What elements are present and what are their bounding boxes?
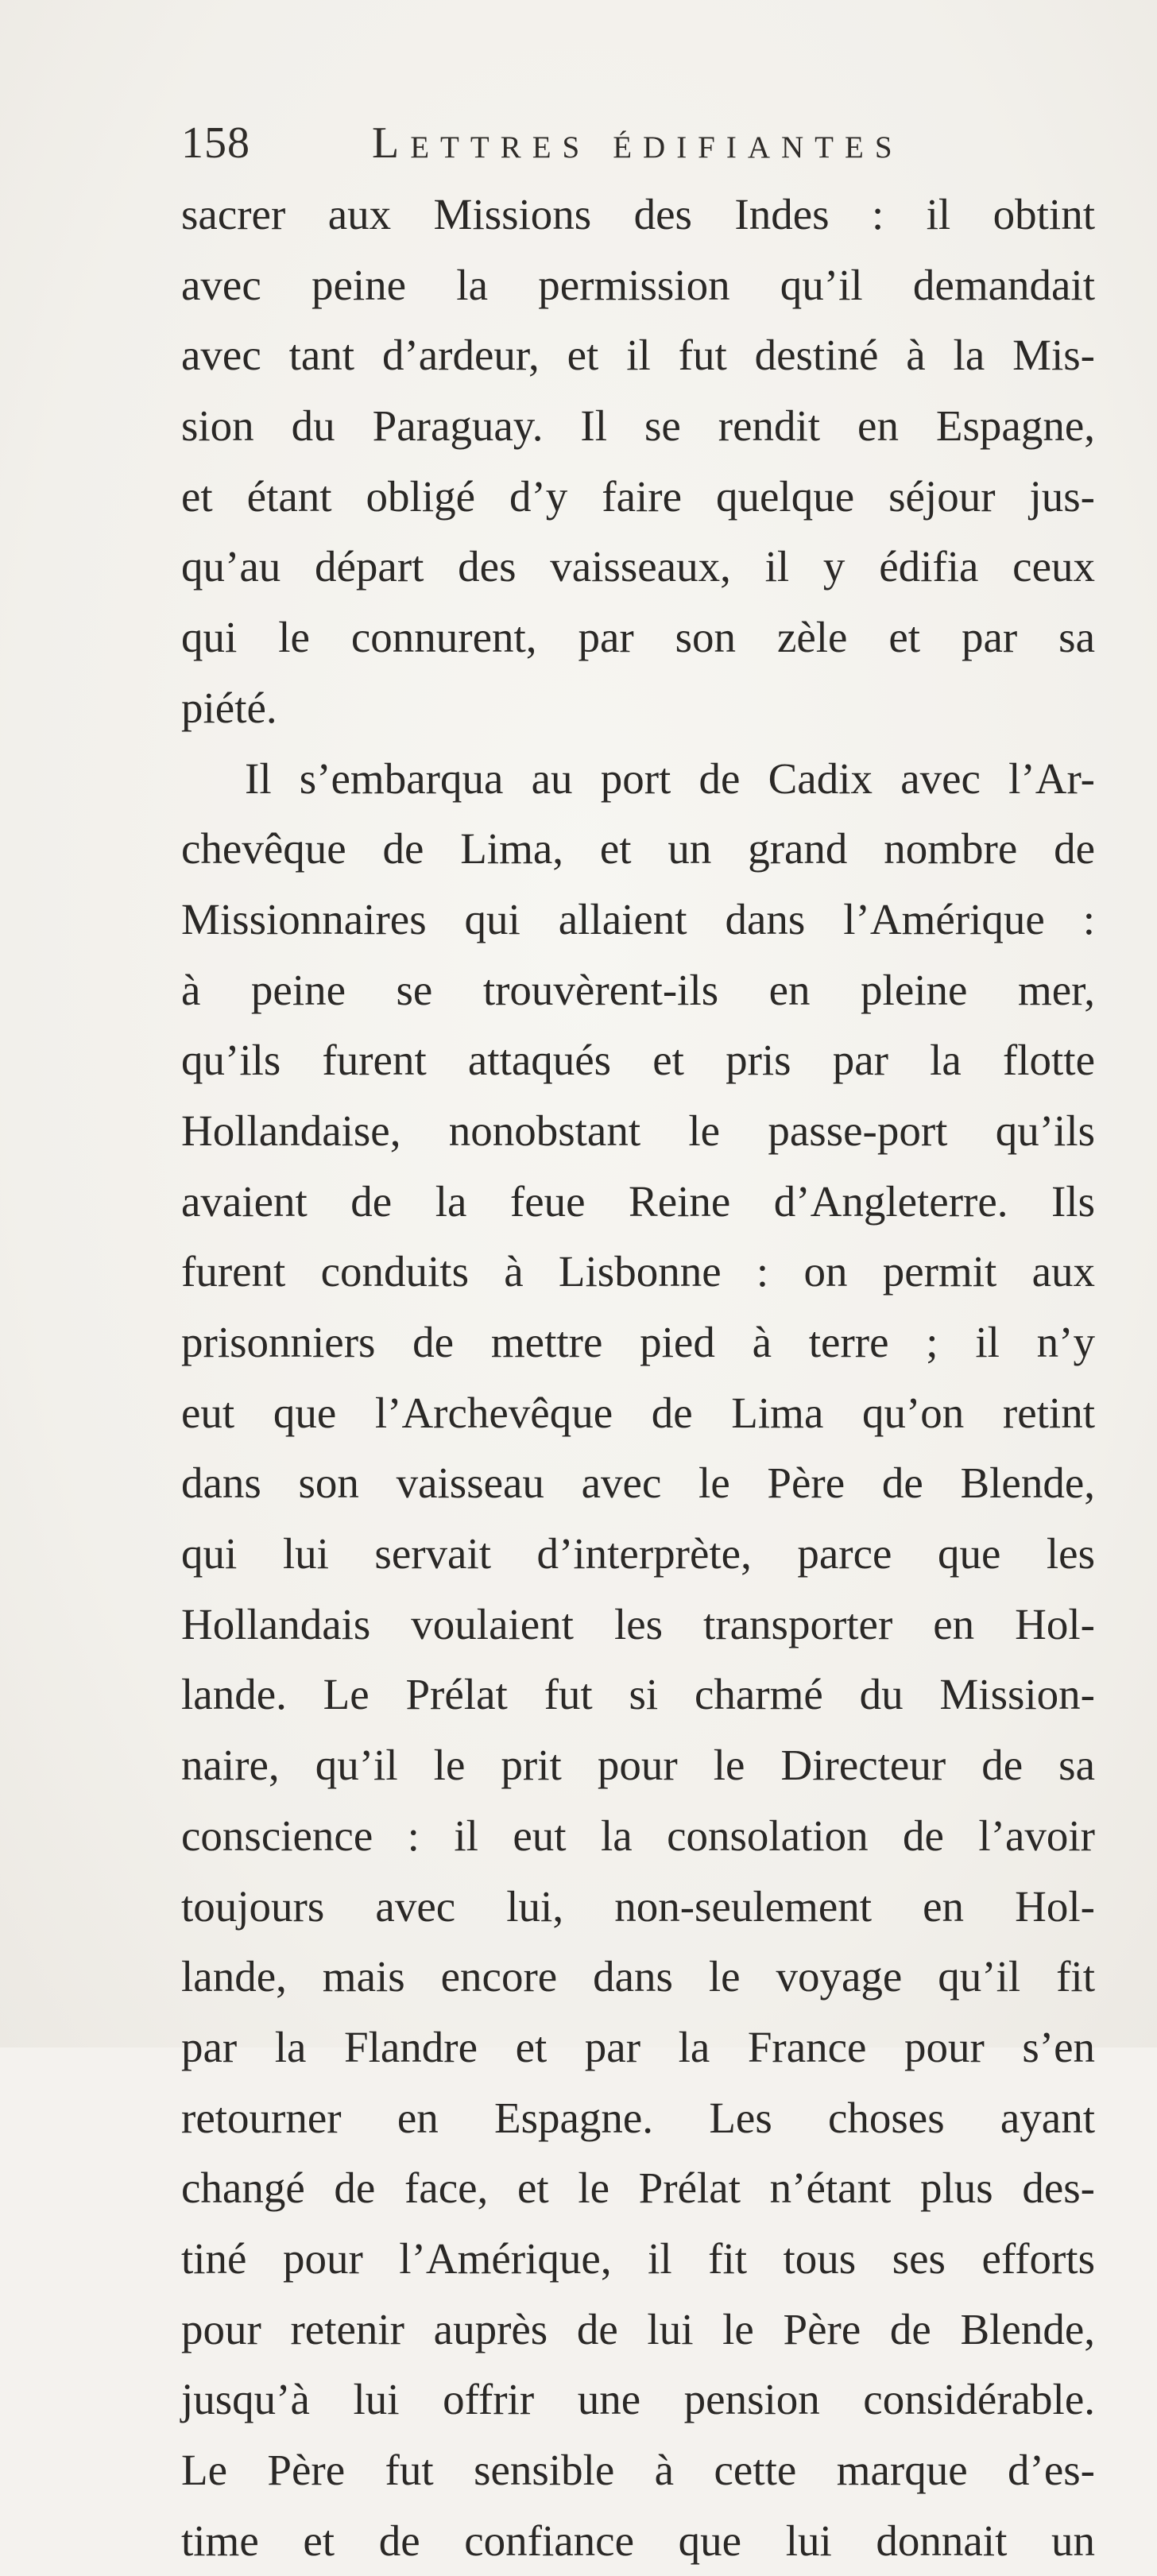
text-line: pour retenir auprès de lui le Père de Blende, xyxy=(181,2304,1095,2353)
text-line: conscience : il eut la consolation de l’avoir xyxy=(181,1811,1095,1860)
text-line: chevêque de Lima, et un grand nombre de xyxy=(181,824,1095,874)
text-line: sacrer aux Missions des Indes : il obtint xyxy=(181,190,1095,238)
text-line: et étant obligé d’y faire quelque séjour jus- xyxy=(181,471,1095,521)
text-line: Il s’embarqua au port de Cadix avec l’Ar- xyxy=(245,753,1095,803)
text-line: par la Flandre et par la France pour s’en xyxy=(181,2022,1095,2071)
text-line: qu’au départ des vaisseaux, il y édifia ceux xyxy=(181,542,1095,591)
text-line: lande. Le Prélat fut si charmé du Mission- xyxy=(181,1670,1095,1719)
text-line: toujours avec lui, non-seulement en Hol- xyxy=(181,1881,1095,1931)
text-line: Missionnaires qui allaient dans l’Amérique : xyxy=(181,894,1095,943)
running-title: Lettres édifiantes xyxy=(372,118,904,168)
text-line: piété. xyxy=(181,683,277,732)
text-line: lande, mais encore dans le voyage qu’il fit xyxy=(181,1952,1095,2001)
text-line: eut que l’Archevêque de Lima qu’on retint xyxy=(181,1388,1095,1437)
text-line: avaient de la feue Reine d’Angleterre. Ils xyxy=(181,1176,1095,1226)
text-line: time et de confiance que lui donnait un xyxy=(181,2516,1095,2565)
text-line: jusqu’à lui offrir une pension considérable. xyxy=(181,2375,1095,2424)
text-line: sion du Paraguay. Il se rendit en Espagne, xyxy=(181,401,1095,451)
text-line: qui lui servait d’interprète, parce que les xyxy=(181,1529,1095,1579)
text-line: qui le connurent, par son zèle et par sa xyxy=(181,613,1095,662)
page-header xyxy=(181,118,976,173)
body-text xyxy=(181,180,1095,2576)
text-line: changé de face, et le Prélat n’étant plus des- xyxy=(181,2163,1095,2213)
text-line: prisonniers de mettre pied à terre ; il n’y xyxy=(181,1318,1095,1366)
text-line: avec tant d’ardeur, et il fut destiné à la Mis- xyxy=(181,331,1095,380)
text-line: avec peine la permission qu’il demandait xyxy=(181,260,1095,309)
text-line: Hollandais voulaient les transporter en Hol- xyxy=(181,1599,1095,1648)
text-line: retourner en Espagne. Les choses ayant xyxy=(181,2093,1095,2142)
text-line: à peine se trouvèrent-ils en pleine mer, xyxy=(181,965,1095,1014)
page-number: 158 xyxy=(181,118,250,168)
text-line: tiné pour l’Amérique, il fit tous ses efforts xyxy=(181,2233,1095,2283)
text-line: Le Père fut sensible à cette marque d’es- xyxy=(181,2446,1095,2494)
text-line: Hollandaise, nonobstant le passe-port qu’ils xyxy=(181,1106,1095,1155)
text-line: qu’ils furent attaqués et pris par la flotte xyxy=(181,1036,1095,1085)
text-line: naire, qu’il le prit pour le Directeur de sa xyxy=(181,1741,1095,1790)
text-line: dans son vaisseau avec le Père de Blende, xyxy=(181,1458,1095,1508)
text-line: furent conduits à Lisbonne : on permit aux xyxy=(181,1247,1095,1296)
